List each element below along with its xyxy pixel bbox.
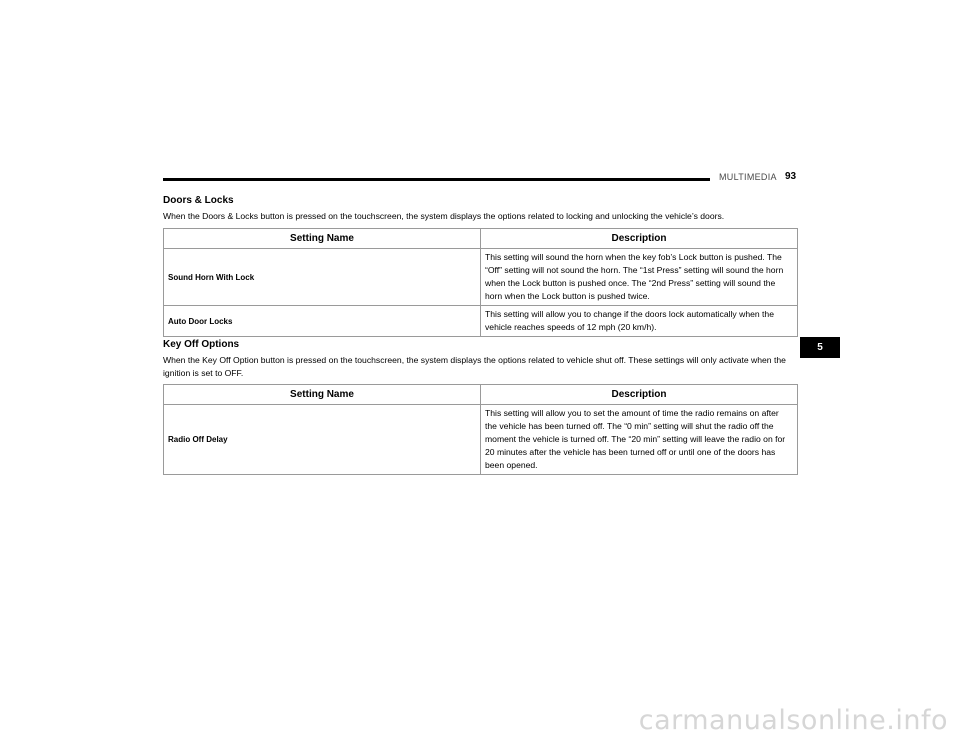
setting-description-cell: This setting will sound the horn when the key fob’s Lock button is pushed. The “Off” setting will not sound the horn. The “1st Press” setting will sound the horn when the Lock button is pushed once. The “2nd Press” setting will sound the horn when the Lock button is pushed twice. (481, 249, 798, 306)
column-header-description: Description (481, 229, 798, 249)
key-off-intro: When the Key Off Option button is pressed on the touchscreen, the system displays the options related to vehicle shut off. These settings will only activate when the ignition is set to OFF. (163, 355, 786, 378)
setting-name-cell: Auto Door Locks (164, 306, 481, 337)
table-header-row (164, 385, 798, 405)
setting-description-cell: This setting will allow you to set the amount of time the radio remains on after the vehicle has been turned off. The “0 min” setting will shut the radio off the moment the vehicle is turned off. The “20 min” setting will leave the radio on for 20 minutes after the vehicle has been turned off or until one of the doors has been opened. (481, 405, 798, 475)
table-row (164, 306, 798, 337)
key-off-heading: Key Off Options (163, 339, 240, 350)
setting-description-cell: This setting will allow you to change if the doors lock automatically when the vehicle reaches speeds of 12 mph (20 km/h). (481, 306, 798, 337)
chapter-tab (800, 337, 840, 358)
setting-name-cell: Sound Horn With Lock (164, 249, 481, 306)
doors-locks-intro: When the Doors & Locks button is pressed on the touchscreen, the system displays the options related to locking and unlocking the vehicle’s doors. (163, 211, 725, 221)
watermark: carmanualsonline.info (638, 705, 948, 736)
table-row (164, 249, 798, 306)
section-label: MULTIMEDIA (719, 172, 777, 182)
page-number: 93 (785, 171, 797, 182)
chapter-number: 5 (817, 342, 823, 353)
header-rule (163, 178, 710, 181)
doors-locks-heading: Doors & Locks (163, 195, 234, 206)
column-header-description: Description (481, 385, 798, 405)
setting-name-cell: Radio Off Delay (164, 405, 481, 475)
column-header-setting-name: Setting Name (164, 385, 481, 405)
table-header-row (164, 229, 798, 249)
key-off-table (163, 384, 798, 475)
column-header-setting-name: Setting Name (164, 229, 481, 249)
doors-locks-table (163, 228, 798, 337)
table-row (164, 405, 798, 475)
